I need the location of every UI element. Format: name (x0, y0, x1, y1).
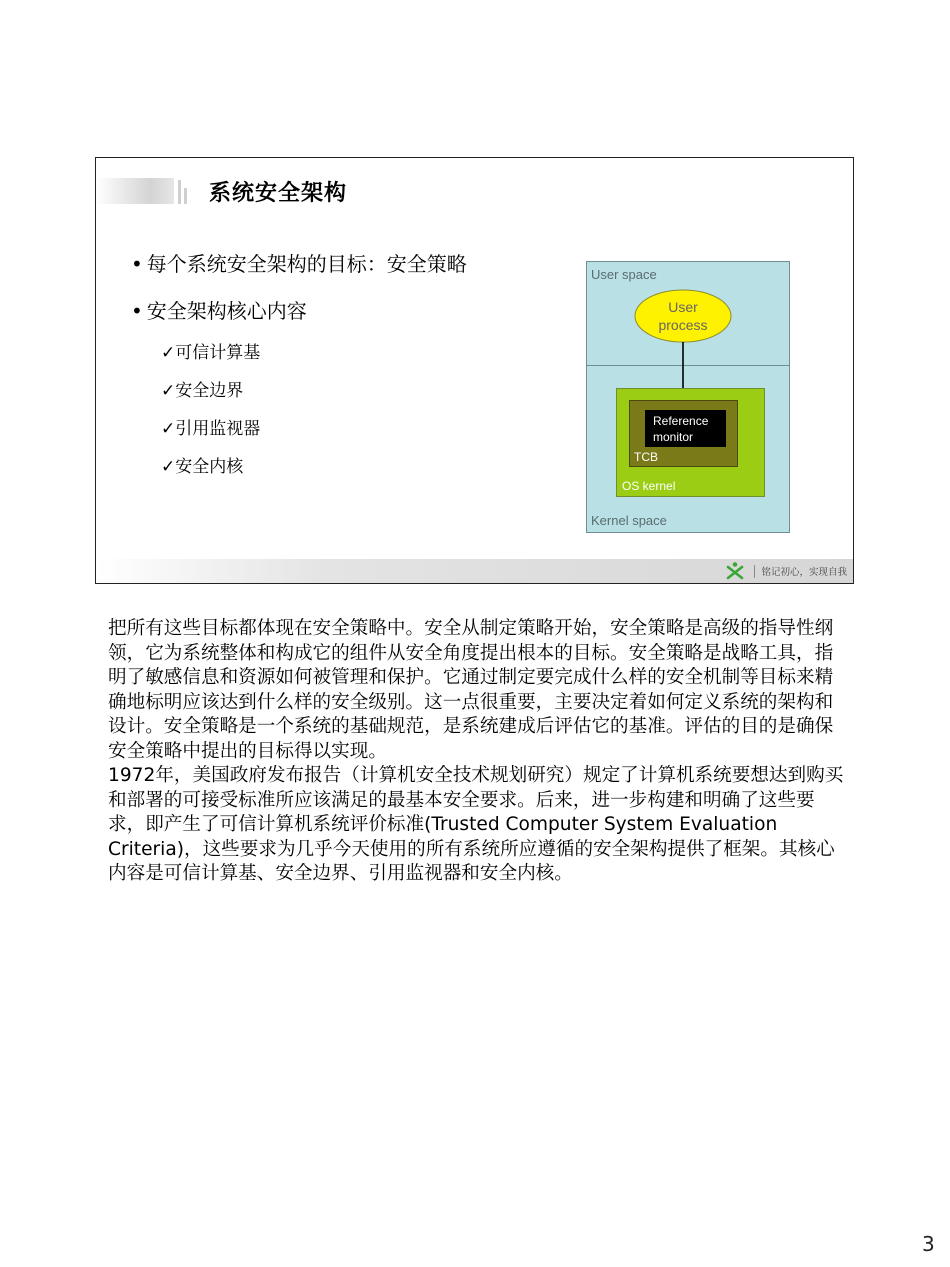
sub-item: ✓可信计算基 (161, 343, 261, 363)
slide-footer (96, 559, 853, 583)
kernel-space-label: Kernel space (591, 513, 667, 528)
bullet-item (131, 295, 307, 324)
tcb-label: TCB (634, 450, 658, 464)
reference-monitor-label: monitor (653, 430, 694, 444)
user-process-ellipse (635, 290, 731, 342)
footer-slogan: 铭记初心，实现自我 (761, 567, 847, 578)
bullet-text: 每个系统安全架构的目标：安全策略 (146, 252, 467, 276)
title-tick-mark (184, 188, 187, 204)
bullet-text: 安全架构核心内容 (146, 299, 307, 323)
footer-divider (754, 565, 755, 578)
title-tick-mark (178, 180, 181, 204)
user-space-label: User space (591, 267, 657, 282)
slide-title: 系统安全架构 (209, 181, 348, 206)
note-text (108, 617, 848, 887)
sub-item: ✓安全边界 (161, 381, 244, 401)
slide (95, 157, 854, 584)
paragraph: 把所有这些目标都体现在安全策略中。安全从制定策略开始，安全策略是高级的指导性纲领，它为系统整体和构成它的组件从安全角度提出根本的目标。安全策略是战略工具，指明了敏感信息和资源如何被管理和保护。它通过制定要完成什么样的安全机制等目标来精确地标明应该达到什么样的安全级别。这一点很重要，主要决定着如何定义系统的架构和设计。安全策略是一个系统的基础规范，是系统建成后评估它的基准。评估的目的是确保安全策略中提出的目标得以实现。 (108, 618, 834, 762)
title-decoration (96, 178, 174, 204)
bullet-marker: • (131, 252, 143, 276)
sub-item: ✓安全内核 (161, 457, 244, 477)
paragraph: 1972年，美国政府发布报告（计算机安全技术规划研究）规定了计算机系统要想达到购买和部署的可接受标准所应该满足的最基本安全要求。后来，进一步构建和明确了这些要求，即产生了可信计算机系统评价标准(Trusted Computer System Evaluation Criteria)，这些要求为几乎今天使用的所有系统所应遵循的安全架构提供了框架。其核心内容是可信计算基、安全边界、引用监视器和安全内核。 (108, 765, 844, 884)
page-number: 3 (922, 1232, 935, 1256)
security-architecture-diagram (586, 261, 790, 533)
bullet-marker: • (131, 299, 143, 323)
reference-monitor-label: Reference (653, 414, 709, 428)
sub-item: ✓引用监视器 (161, 419, 261, 439)
os-kernel-label: OS kernel (622, 479, 676, 493)
brand-logo-icon (725, 561, 745, 581)
bullet-item (131, 248, 467, 277)
user-process-label: process (658, 317, 708, 333)
user-process-label: User (668, 299, 698, 315)
